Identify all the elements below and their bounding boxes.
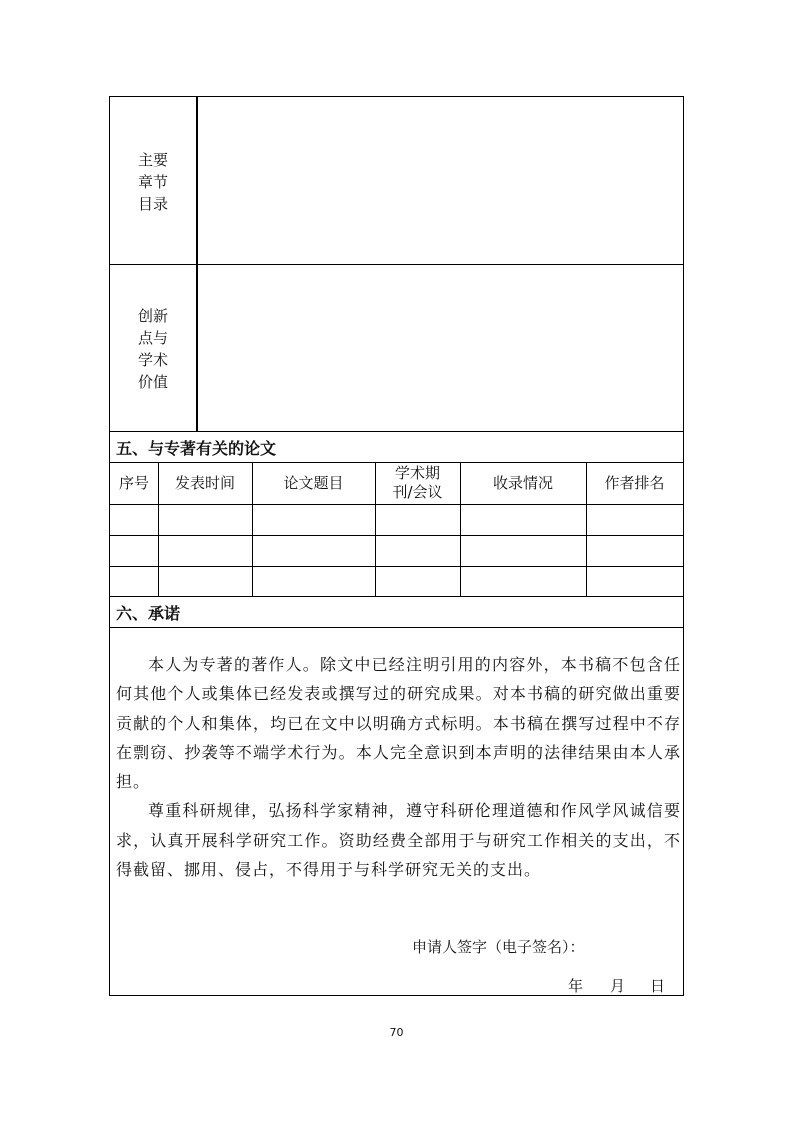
date-year: 年: [568, 977, 584, 995]
header-author-rank: 作者排名: [604, 473, 665, 492]
innovation-label-line: 价值: [137, 373, 168, 391]
section-6-title: 六、承诺: [116, 604, 181, 623]
table-row[interactable]: [110, 535, 683, 566]
innovation-label-line: 点与: [137, 329, 168, 347]
row-divider: [110, 596, 683, 597]
row-divider: [110, 627, 683, 628]
chapters-label-line: 目录: [137, 195, 168, 213]
header-indexing: 收录情况: [492, 473, 553, 492]
innovation-label-line: 学术: [137, 351, 168, 369]
promise-paragraph: 尊重科研规律，弘扬科学家精神，遵守科研伦理道德和作风学风诚信要求，认真开展科学研究工作。资助经费全部用于与研究工作相关的支出，不得截留、挪用、侵占，不得用于与科学研究无关的支出。: [116, 801, 681, 880]
table-row[interactable]: [110, 566, 683, 596]
innovation-label: [110, 305, 196, 393]
chapters-label-line: 章节: [137, 173, 168, 191]
header-journal: 学术期刊/会议: [392, 464, 443, 501]
innovation-label-line: 创新: [137, 307, 168, 325]
table-row[interactable]: [110, 504, 683, 535]
header-index: 序号: [118, 473, 149, 492]
chapters-label-line: 主要: [137, 151, 168, 169]
promise-text: [116, 650, 681, 884]
date-month: 月: [610, 977, 626, 995]
promise-paragraph: 本人为专著的著作人。除文中已经注明引用的内容外，本书稿不包含任何其他个人或集体已经发表或撰写过的研究成果。对本书稿的研究做出重要贡献的个人和集体，均已在文中以明确方式标明。本书稿在撰写过程中不存在剽窃、抄袭等不端学术行为。本人完全意识到本声明的法律结果由本人承担。: [116, 655, 681, 792]
header-publish-time: 发表时间: [174, 473, 235, 492]
row-divider: [110, 264, 683, 265]
date-day: 日: [650, 977, 666, 995]
row-divider: [110, 431, 683, 432]
header-paper-title: 论文题目: [283, 473, 344, 492]
section-5-title: 五、与专著有关的论文: [116, 439, 277, 458]
application-form-table: [109, 96, 684, 996]
chapters-label: [110, 149, 196, 215]
page-number: 70: [389, 1026, 404, 1039]
signature-label: 申请人签字（电子签名）：: [412, 938, 585, 956]
